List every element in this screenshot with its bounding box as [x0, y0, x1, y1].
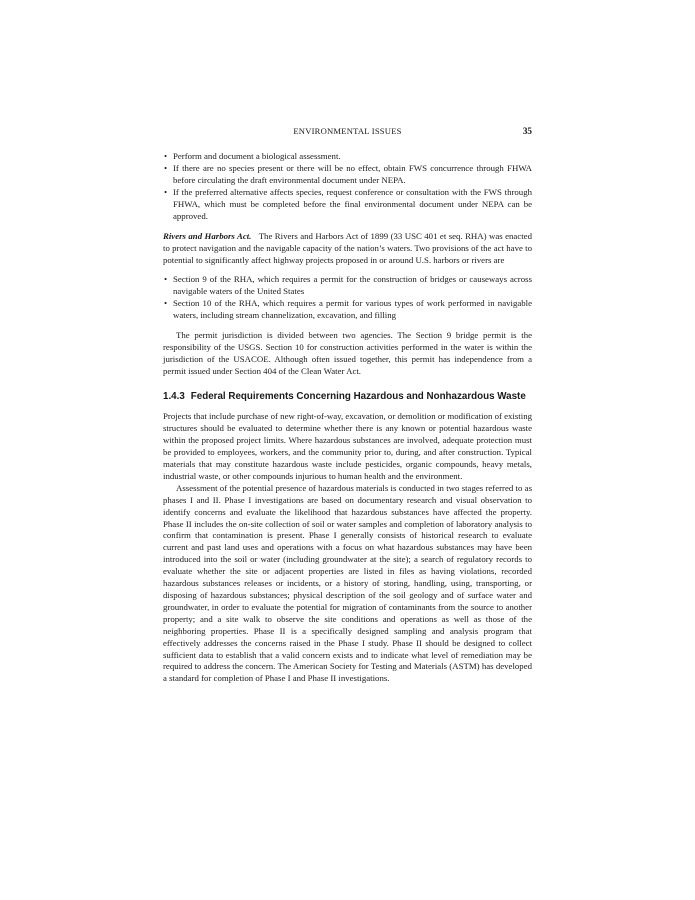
list-item-text: Perform and document a biological assessment.: [173, 151, 341, 161]
section-number: 1.4.3: [163, 391, 185, 403]
bullet-icon: •: [164, 297, 168, 308]
run-in-heading: Rivers and Harbors Act.: [163, 231, 252, 242]
list-item: [163, 151, 532, 163]
rivers-harbors-text: The Rivers and Harbors Act of 1899 (33 USC 401 et seq. RHA) was enacted to protect navigation and the navigable capacity of the nation’s waters. Two provisions of the act have to potential to significantly affect highway projects proposed in or around U.S. harbors or rivers are: [163, 231, 532, 266]
bullet-list-rha: [163, 274, 532, 322]
rivers-harbors-paragraph: [163, 231, 532, 267]
page-number: 35: [522, 126, 532, 136]
bullet-icon: •: [164, 162, 168, 173]
body-text: [163, 151, 532, 685]
list-item-text: If there are no species present or there will be no effect, obtain FWS concurrence through FHWA before circulating the draft environmental document under NEPA.: [173, 162, 532, 185]
list-item: [163, 187, 532, 223]
bullet-list-biological: [163, 151, 532, 222]
section-heading: [163, 391, 532, 403]
hazardous-paragraph-1: Projects that include purchase of new right-of-way, excavation, or demolition or modification of existing structures should be evaluated to determine whether there is any known or potential hazardous waste within the proposed project limits. Where hazardous substances are involved, adequate protection must be provided to employees, workers, and the community prior to, during, and after construction. Typical materials that may constitute hazardous waste include pesticides, organic compounds, heavy metals, industrial waste, or other compounds injurious to human health and the environment.: [163, 411, 532, 481]
section-title: Federal Requirements Concerning Hazardous and Nonhazardous Waste: [190, 391, 526, 403]
list-item: [163, 163, 532, 187]
list-item-text: Section 10 of the RHA, which requires a permit for various types of work performed in navigable waters, including stream channelization, excavation, and filling: [173, 297, 532, 320]
permit-paragraph: The permit jurisdiction is divided between two agencies. The Section 9 bridge permit is the responsibility of the USGS. Section 10 for construction activities performed in the water is within the jurisdiction of the USACOE. Although often issued together, this permit has independence from a permit issued under Section 404 of the Clean Water Act.: [163, 329, 532, 376]
bullet-icon: •: [164, 274, 168, 285]
bullet-icon: •: [164, 151, 168, 161]
list-item-text: Section 9 of the RHA, which requires a permit for the construction of bridges or causeways across navigable waters of the United States: [173, 274, 532, 297]
running-title: ENVIRONMENTAL ISSUES: [293, 126, 402, 136]
list-item: [163, 274, 532, 298]
list-item: [163, 298, 532, 322]
bullet-icon: •: [164, 186, 168, 197]
list-item-text: If the preferred alternative affects species, request conference or consultation with the FWS through FHWA, which must be completed before the final environmental document under NEPA can be approved.: [173, 186, 532, 221]
hazardous-paragraph-2: Assessment of the potential presence of hazardous materials is conducted in two stages referred to as phases I and II. Phase I investigations are based on documentary research and visual observation to identify concerns and evaluate the likelihood that hazardous substances have affected the property. Phase II includes the on-site collection of soil or water samples and completion of laboratory analysis to confirm that contamination is present. Phase I generally consists of historical research to evaluate current and past land uses and operations with a focus on what hazardous substances may have been introduced into the soil or water (including groundwater at the site); a search of regulatory records to evaluate whether the site or adjacent properties are listed in files as having violations, recorded hazardous substances releases or incidents, or a history of storing, handling, using, transporting, or disposing of hazardous substances; physical description of the soil geology and of surface water and groundwater, in order to evaluate the potential for migration of contaminants from the source to another property; and a site walk to observe the site conditions and operations as well as those of the neighboring properties. Phase II is a specifically designed sampling and analysis program that effectively addresses the concerns raised in the Phase I study. Phase II should be designed to collect sufficient data to establish that a valid concern exists and to indicate what level of remediation may be required to address the concern. The American Society for Testing and Materials (ASTM) has developed a standard for completion of Phase I and Phase II investigations.: [163, 482, 532, 684]
